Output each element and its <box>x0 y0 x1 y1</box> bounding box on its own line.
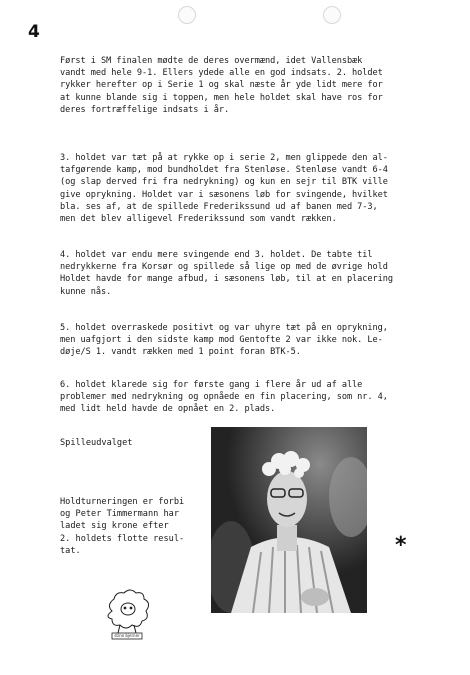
asterisk-mark: * <box>395 533 407 558</box>
photo-illustration <box>211 427 367 613</box>
punch-hole-top <box>178 6 196 24</box>
logo-caption: stine bjerner <box>114 633 140 638</box>
punch-hole-bottom <box>323 6 341 24</box>
paragraph-4th-team: 4. holdet var endu mere svingende end 3. holdet. De tabte til nedrykkerne fra Korsør og spillede så lige op med de øvrige hold Holdet havde for mange afbud, i sæsonens løb, til at en placering kunne nås. <box>60 250 394 297</box>
paragraph-2nd-team: Først i SM finalen mødte de deres overmænd, idet Vallensbæk vandt med hele 9-1. Ellers ydede alle en god indsats. 2. holdet rykker herefter op i Serie 1 og skal næste år yde lidt mere for at kunne blande sig i toppen, men hele holdet skal have ros for deres fortræffelige indsats i år. <box>60 56 383 115</box>
page-number: 4 <box>28 22 40 42</box>
photo-caption: Holdturneringen er forbi og Peter Timmermann har ladet sig krone efter 2. holdets flotte resul- tat. <box>60 497 185 556</box>
paragraph-3rd-team: 3. holdet var tæt på at rykke op i serie 2, men glippede den al- tafgørende kamp, mod bundholdet fra Stenløse. Stenløse vandt 6-4 (og slap derved fri fra nedrykning) og kun en sejr til BTK ville give oprykning. Holdet var i sæsonens løb for svingende, hvilket bla. ses af, at de spillede Frederikssund ud af banen med 7-3, men det blev alligevel Frederikssund som vandt rækken. <box>60 153 388 225</box>
paragraph-6th-team: 6. holdet klarede sig for første gang i flere år ud af alle problemer med nedrykning og opnåede en fin placering, som nr. 4, med lidt held havde de opnået en 2. plads. <box>60 380 388 415</box>
team-photo <box>211 427 367 613</box>
paragraph-5th-team: 5. holdet overraskede positivt og var uhyre tæt på en oprykning, men uafgjort i den sidste kamp mod Gentofte 2 var ikke nok. Le- døje/S 1. vandt rækken med 1 point foran BTK-5. <box>60 323 388 358</box>
caption-title: Spilleudvalget <box>60 438 133 448</box>
